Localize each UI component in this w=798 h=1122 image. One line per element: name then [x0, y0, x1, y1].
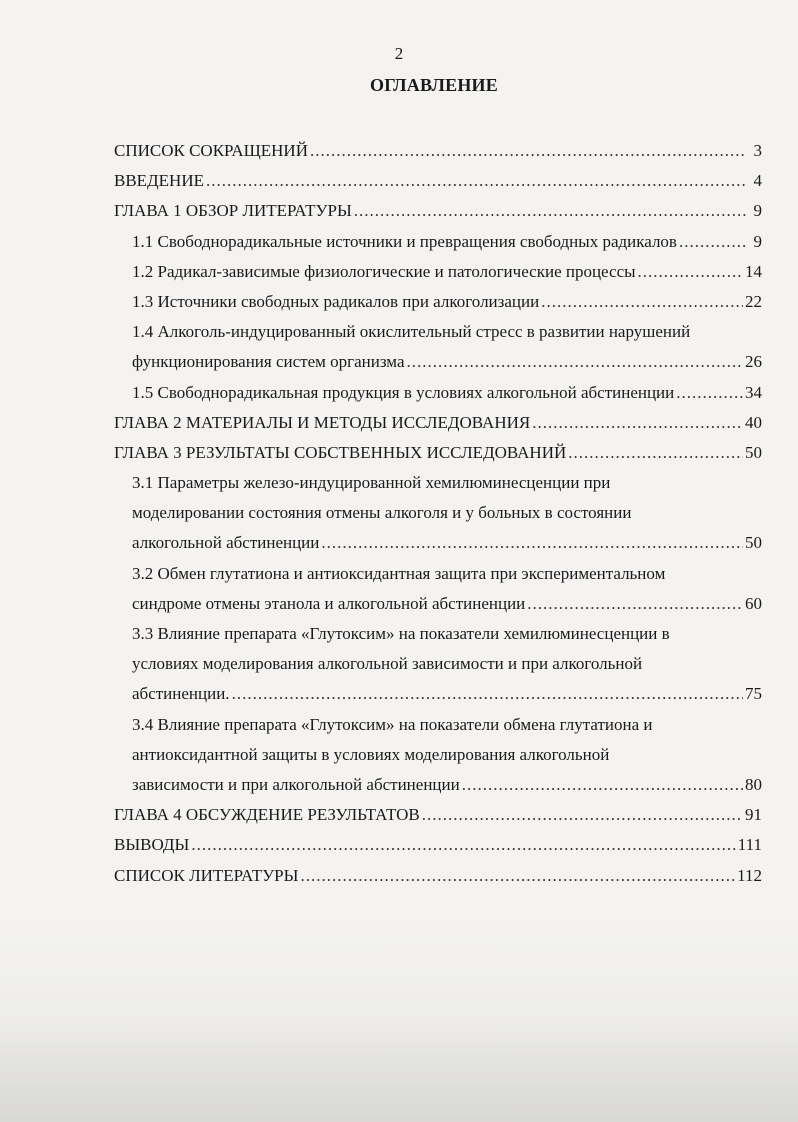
page-number: 2	[394, 44, 404, 63]
toc-dot-leader	[462, 770, 743, 800]
toc-dot-leader	[300, 861, 735, 891]
toc-entry	[114, 227, 762, 257]
toc-entry-text: ГЛАВА 3 РЕЗУЛЬТАТЫ СОБСТВЕННЫХ ИССЛЕДОВАНИЙ	[114, 442, 567, 462]
toc-page-number: 80	[745, 774, 762, 794]
toc-entry-text: синдроме отмены этанола и алкогольной абстиненции	[132, 593, 526, 613]
toc-page-number: 9	[753, 201, 762, 221]
toc-dot-leader	[321, 528, 743, 558]
toc-entry-text: ГЛАВА 4 ОБСУЖДЕНИЕ РЕЗУЛЬТАТОВ	[114, 805, 420, 825]
toc-entry-text: ГЛАВА 1 ОБЗОР ЛИТЕРАТУРЫ	[114, 201, 352, 221]
toc-dot-leader	[541, 287, 743, 317]
toc-entry-text: антиоксидантной защиты в условиях моделирования алкогольной	[132, 744, 610, 764]
toc-entry	[114, 136, 762, 166]
table-of-contents	[114, 136, 762, 891]
toc-entry-text: алкогольной абстиненции	[132, 533, 320, 553]
toc-entry-text: моделировании состояния отмены алкоголя и у больных в состоянии	[132, 503, 632, 523]
toc-page-number: 9	[753, 231, 762, 251]
toc-entry-line	[114, 498, 762, 528]
toc-dot-leader	[527, 589, 743, 619]
toc-page-number: 91	[745, 805, 762, 825]
toc-entry	[114, 861, 762, 891]
scan-shadow	[0, 1012, 798, 1122]
toc-page-number: 40	[745, 412, 762, 432]
toc-entry	[114, 830, 762, 860]
toc-entry-text: условиях моделирования алкогольной зависимости и при алкогольной	[132, 654, 643, 674]
toc-dot-leader	[206, 166, 746, 196]
toc-entry	[114, 800, 762, 830]
toc-page-number: 50	[745, 442, 762, 462]
toc-entry-text: 3.4 Влияние препарата «Глутоксим» на показатели обмена глутатиона и	[132, 714, 653, 734]
toc-entry-line	[114, 528, 762, 558]
toc-entry-text: 1.4 Алкоголь-индуцированный окислительный стресс в развитии нарушений	[132, 322, 691, 342]
toc-entry	[114, 287, 762, 317]
toc-entry-text: ВЫВОДЫ	[114, 835, 190, 855]
toc-entry-text: абстиненции.	[132, 684, 230, 704]
toc-dot-leader	[354, 196, 746, 226]
toc-dot-leader	[407, 347, 744, 377]
toc-entry-line	[114, 649, 762, 679]
toc-entry-text: 1.5 Свободнорадикальная продукция в условиях алкогольной абстиненции	[132, 382, 675, 402]
toc-dot-leader	[232, 679, 743, 709]
toc-entry-text: 3.2 Обмен глутатиона и антиоксидантная защита при экспериментальном	[132, 563, 666, 583]
toc-entry-line	[114, 468, 762, 498]
toc-entry-text: 1.1 Свободнорадикальные источники и превращения свободных радикалов	[132, 231, 677, 251]
toc-dot-leader	[679, 227, 746, 257]
toc-page-number: 34	[745, 382, 762, 402]
toc-dot-leader	[638, 257, 743, 287]
toc-dot-leader	[532, 408, 743, 438]
toc-dot-leader	[422, 800, 743, 830]
toc-entry-line	[114, 589, 762, 619]
toc-page-number: 14	[745, 261, 762, 281]
toc-entry	[114, 166, 762, 196]
toc-dot-leader	[191, 830, 735, 860]
toc-page-number: 26	[745, 352, 762, 372]
toc-entry-text: 3.3 Влияние препарата «Глутоксим» на показатели хемилюминесценции в	[132, 624, 670, 643]
toc-entry	[114, 257, 762, 287]
toc-entry-line	[114, 619, 762, 649]
toc-dot-leader	[568, 438, 743, 468]
toc-page-number: 112	[737, 865, 762, 885]
toc-page-number: 4	[753, 171, 762, 191]
toc-page-number: 22	[745, 291, 762, 311]
toc-dot-leader	[676, 378, 743, 408]
toc-entry-text: 1.2 Радикал-зависимые физиологические и патологические процессы	[132, 261, 636, 281]
toc-page-number: 60	[745, 593, 762, 613]
toc-page-number: 111	[737, 835, 762, 855]
toc-entry-line	[114, 559, 762, 589]
toc-entry-text: функционирования систем организма	[132, 352, 405, 372]
toc-entry-line	[114, 347, 762, 377]
toc-entry-text: 3.1 Параметры железо-индуцированной хемилюминесценции при	[132, 473, 611, 493]
toc-entry-text: ВВЕДЕНИЕ	[114, 171, 204, 191]
toc-page-number: 75	[745, 684, 762, 704]
toc-entry	[114, 378, 762, 408]
toc-entry	[114, 196, 762, 226]
toc-entry-line	[114, 679, 762, 709]
toc-entry-line	[114, 710, 762, 740]
toc-entry-text: СПИСОК СОКРАЩЕНИЙ	[114, 141, 308, 160]
toc-entry-text: 1.3 Источники свободных радикалов при алкоголизации	[132, 291, 540, 311]
toc-entry-line	[114, 770, 762, 800]
toc-page-number: 3	[753, 141, 762, 160]
toc-entry	[114, 408, 762, 438]
page-title: ОГЛАВЛЕНИЕ	[370, 75, 498, 95]
toc-entry-line	[114, 740, 762, 770]
toc-entry-line	[114, 317, 762, 347]
toc-entry-text: СПИСОК ЛИТЕРАТУРЫ	[114, 865, 299, 885]
toc-entry-text: зависимости и при алкогольной абстиненции	[132, 774, 460, 794]
toc-dot-leader	[310, 136, 746, 166]
toc-page-number: 50	[745, 533, 762, 553]
toc-entry	[114, 438, 762, 468]
toc-entry-text: ГЛАВА 2 МАТЕРИАЛЫ И МЕТОДЫ ИССЛЕДОВАНИЯ	[114, 412, 531, 432]
